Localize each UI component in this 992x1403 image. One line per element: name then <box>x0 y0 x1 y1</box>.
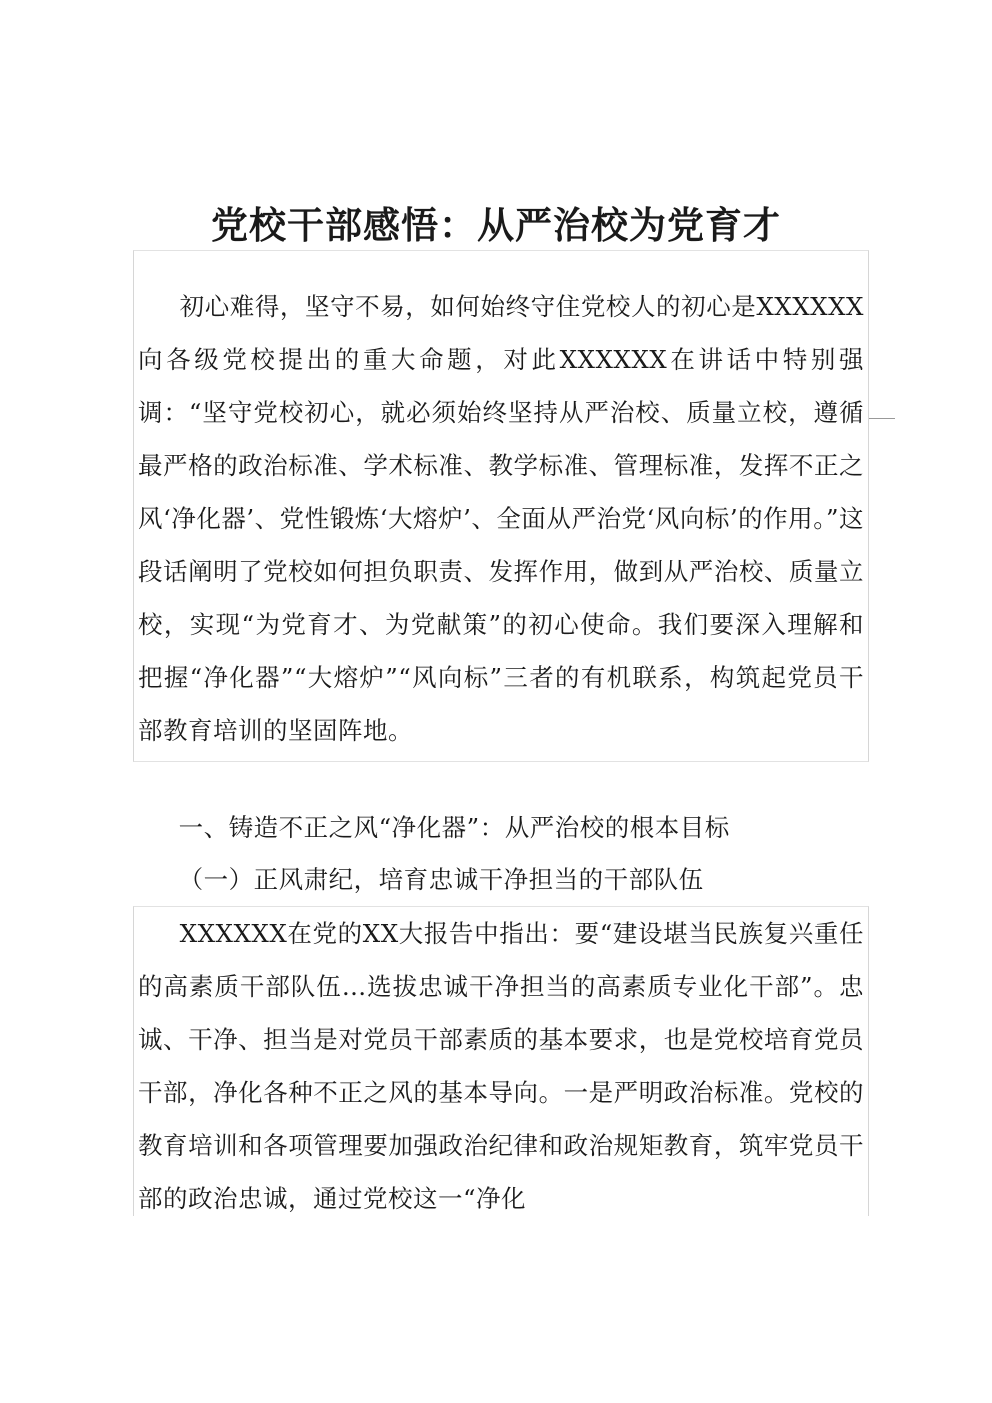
body-block <box>133 906 869 1216</box>
revision-mark <box>869 418 895 419</box>
intro-block <box>133 250 869 762</box>
body-paragraph: XXXXXX在党的XX大报告中指出：要“建设堪当民族复兴重任的高素质干部队伍…选拔忠诚干净担当的高素质专业化干部”。忠诚、干净、担当是对党员干部素质的基本要求，也是党校培育党员干部，净化各种不正之风的基本导向。一是严明政治标准。党校的教育培训和各项管理要加强政治纪律和政治规矩教育，筑牢党员干部的政治忠诚，通过党校这一“净化 <box>138 919 864 1213</box>
section1-heading-block <box>133 801 869 854</box>
intro-paragraph: 初心难得，坚守不易，如何始终守住党校人的初心是XXXXXX向各级党校提出的重大命题，对此XXXXXX在讲话中特别强调：“坚守党校初心，就必须始终坚持从严治校、质量立校，遵循最严格的政治标准、学术标准、教学标准、管理标准，发挥不正之风‘净化器’、党性锻炼‘大熔炉’、全面从严治党‘风向标’的作用。”这段话阐明了党校如何担负职责、发挥作用，做到从严治校、质量立校，实现“为党育才、为党献策”的初心使命。我们要深入理解和把握“净化器”“大熔炉”“风向标”三者的有机联系，构筑起党员干部教育培训的坚固阵地。 <box>138 292 864 745</box>
document-title: 党校干部感悟：从严治校为党育才 <box>211 203 781 247</box>
subsection1-heading: （一）正风肃纪，培育忠诚干净担当的干部队伍 <box>178 865 704 894</box>
section1-heading: 一、铸造不正之风“净化器”：从严治校的根本目标 <box>178 813 730 842</box>
subsection1-heading-block <box>133 853 869 906</box>
